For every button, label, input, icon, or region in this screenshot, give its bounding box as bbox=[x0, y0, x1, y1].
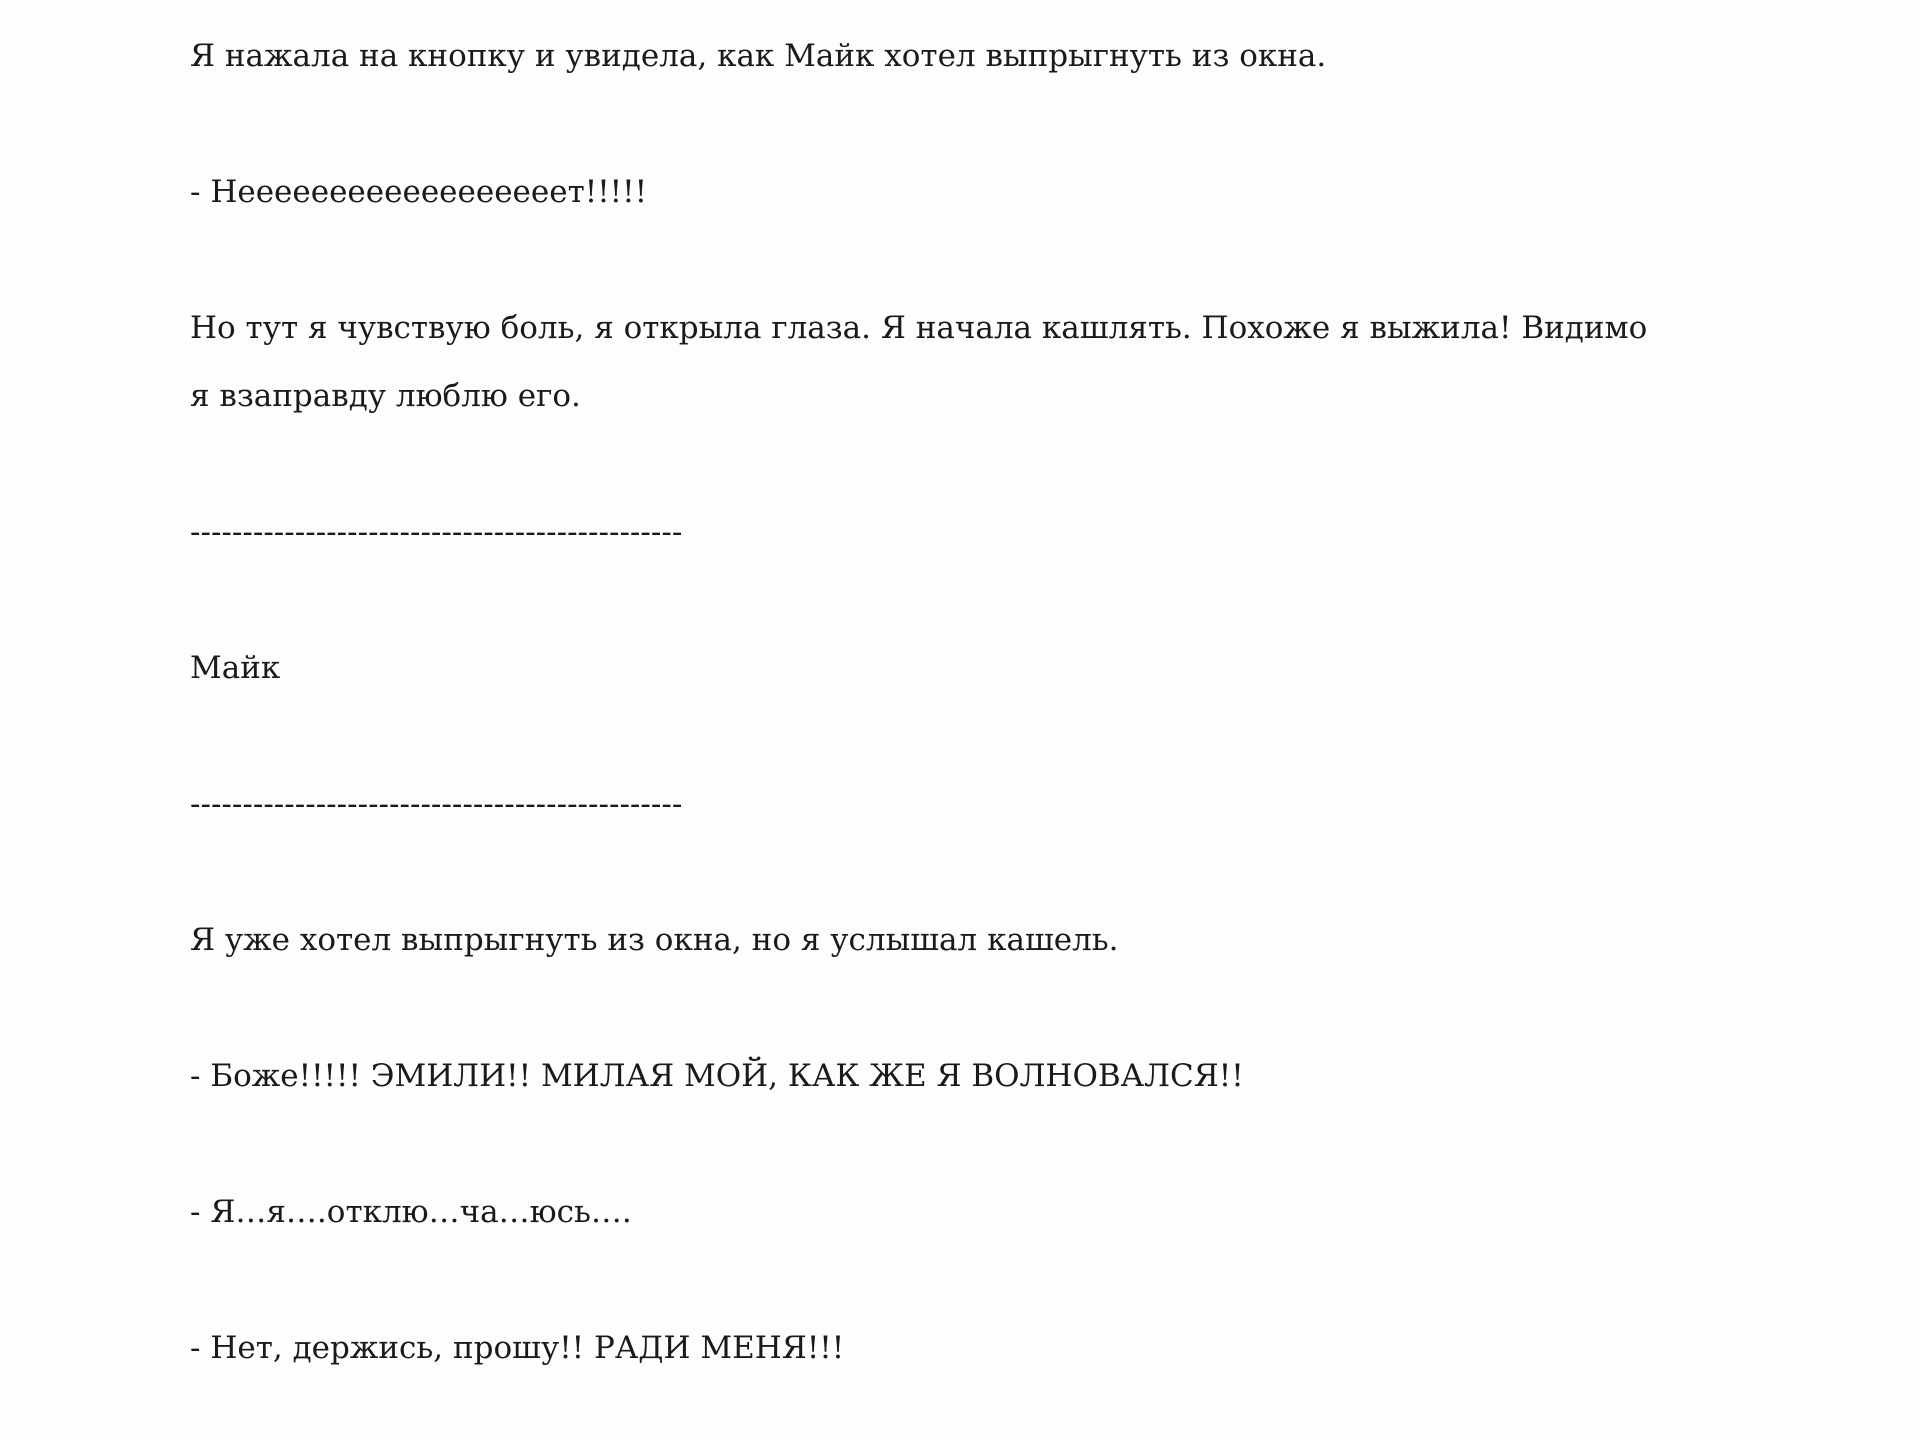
section-divider: ----------------------------------------------- bbox=[190, 786, 683, 822]
dialogue-line: - Неееееееееееееееееет!!!!! bbox=[190, 174, 648, 210]
story-text bbox=[190, 22, 1660, 1382]
section-divider: ----------------------------------------------- bbox=[190, 514, 683, 550]
narration-paragraph: Я уже хотел выпрыгнуть из окна, но я услышал кашель. bbox=[190, 922, 1119, 958]
dialogue-line: - Боже!!!!! ЭМИЛИ!! МИЛАЯ МОЙ, КАК ЖЕ Я ВОЛНОВАЛСЯ!! bbox=[190, 1058, 1244, 1094]
narration-paragraph: Я нажала на кнопку и увидела, как Майк хотел выпрыгнуть из окна. bbox=[190, 38, 1327, 74]
narration-paragraph: Но тут я чувствую боль, я открыла глаза. Я начала кашлять. Похоже я выжила! Видимо я взаправду люблю его. bbox=[190, 310, 1658, 414]
section-heading: Майк bbox=[190, 650, 281, 686]
dialogue-line: - Нет, держись, прошу!! РАДИ МЕНЯ!!! bbox=[190, 1330, 845, 1366]
dialogue-line: - Я…я….отклю…ча…юсь…. bbox=[190, 1194, 632, 1230]
